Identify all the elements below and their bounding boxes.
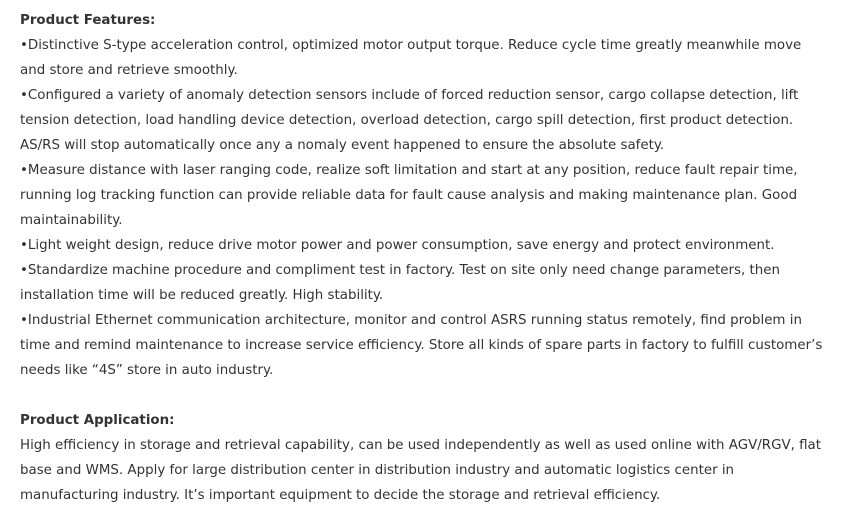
feature-item: •Distinctive S-type acceleration control, optimized motor output torque. Reduce cycle time greatly meanwhile move and store and retrieve smoothly. [20,38,802,78]
feature-item: •Configured a variety of anomaly detection sensors include of forced reduction sensor, cargo collapse detection, lift tension detection, load handling device detection, overload detection, cargo spill detection, first product detection. AS/RS will stop automatically once any a nomaly event happened to ensure the absolute safety. [20,88,799,153]
product-description [20,8,830,508]
feature-item: •Light weight design, reduce drive motor power and power consumption, save energy and protect environment. [20,238,775,253]
feature-item: •Standardize machine procedure and compliment test in factory. Test on site only need change parameters, then installation time will be reduced greatly. High stability. [20,263,780,303]
feature-item: •Measure distance with laser ranging code, realize soft limitation and start at any position, reduce fault repair time, running log tracking function can provide reliable data for fault cause analysis and making maintenance plan. Good maintainability. [20,163,798,228]
application-text: High efficiency in storage and retrieval capability, can be used independently as well as used online with AGV/RGV, flat base and WMS. Apply for large distribution center in distribution industry and automatic logistics center in manufacturing industry. It’s important equipment to decide the storage and retrieval efficiency. [20,438,822,503]
features-heading: Product Features: [20,13,156,28]
feature-item: •Industrial Ethernet communication architecture, monitor and control ASRS running status remotely, find problem in time and remind maintenance to increase service efficiency. Store all kinds of spare parts in factory to fulfill customer’s needs like “4S” store in auto industry. [20,313,823,378]
application-heading: Product Application: [20,413,175,428]
section-spacer [20,383,830,408]
